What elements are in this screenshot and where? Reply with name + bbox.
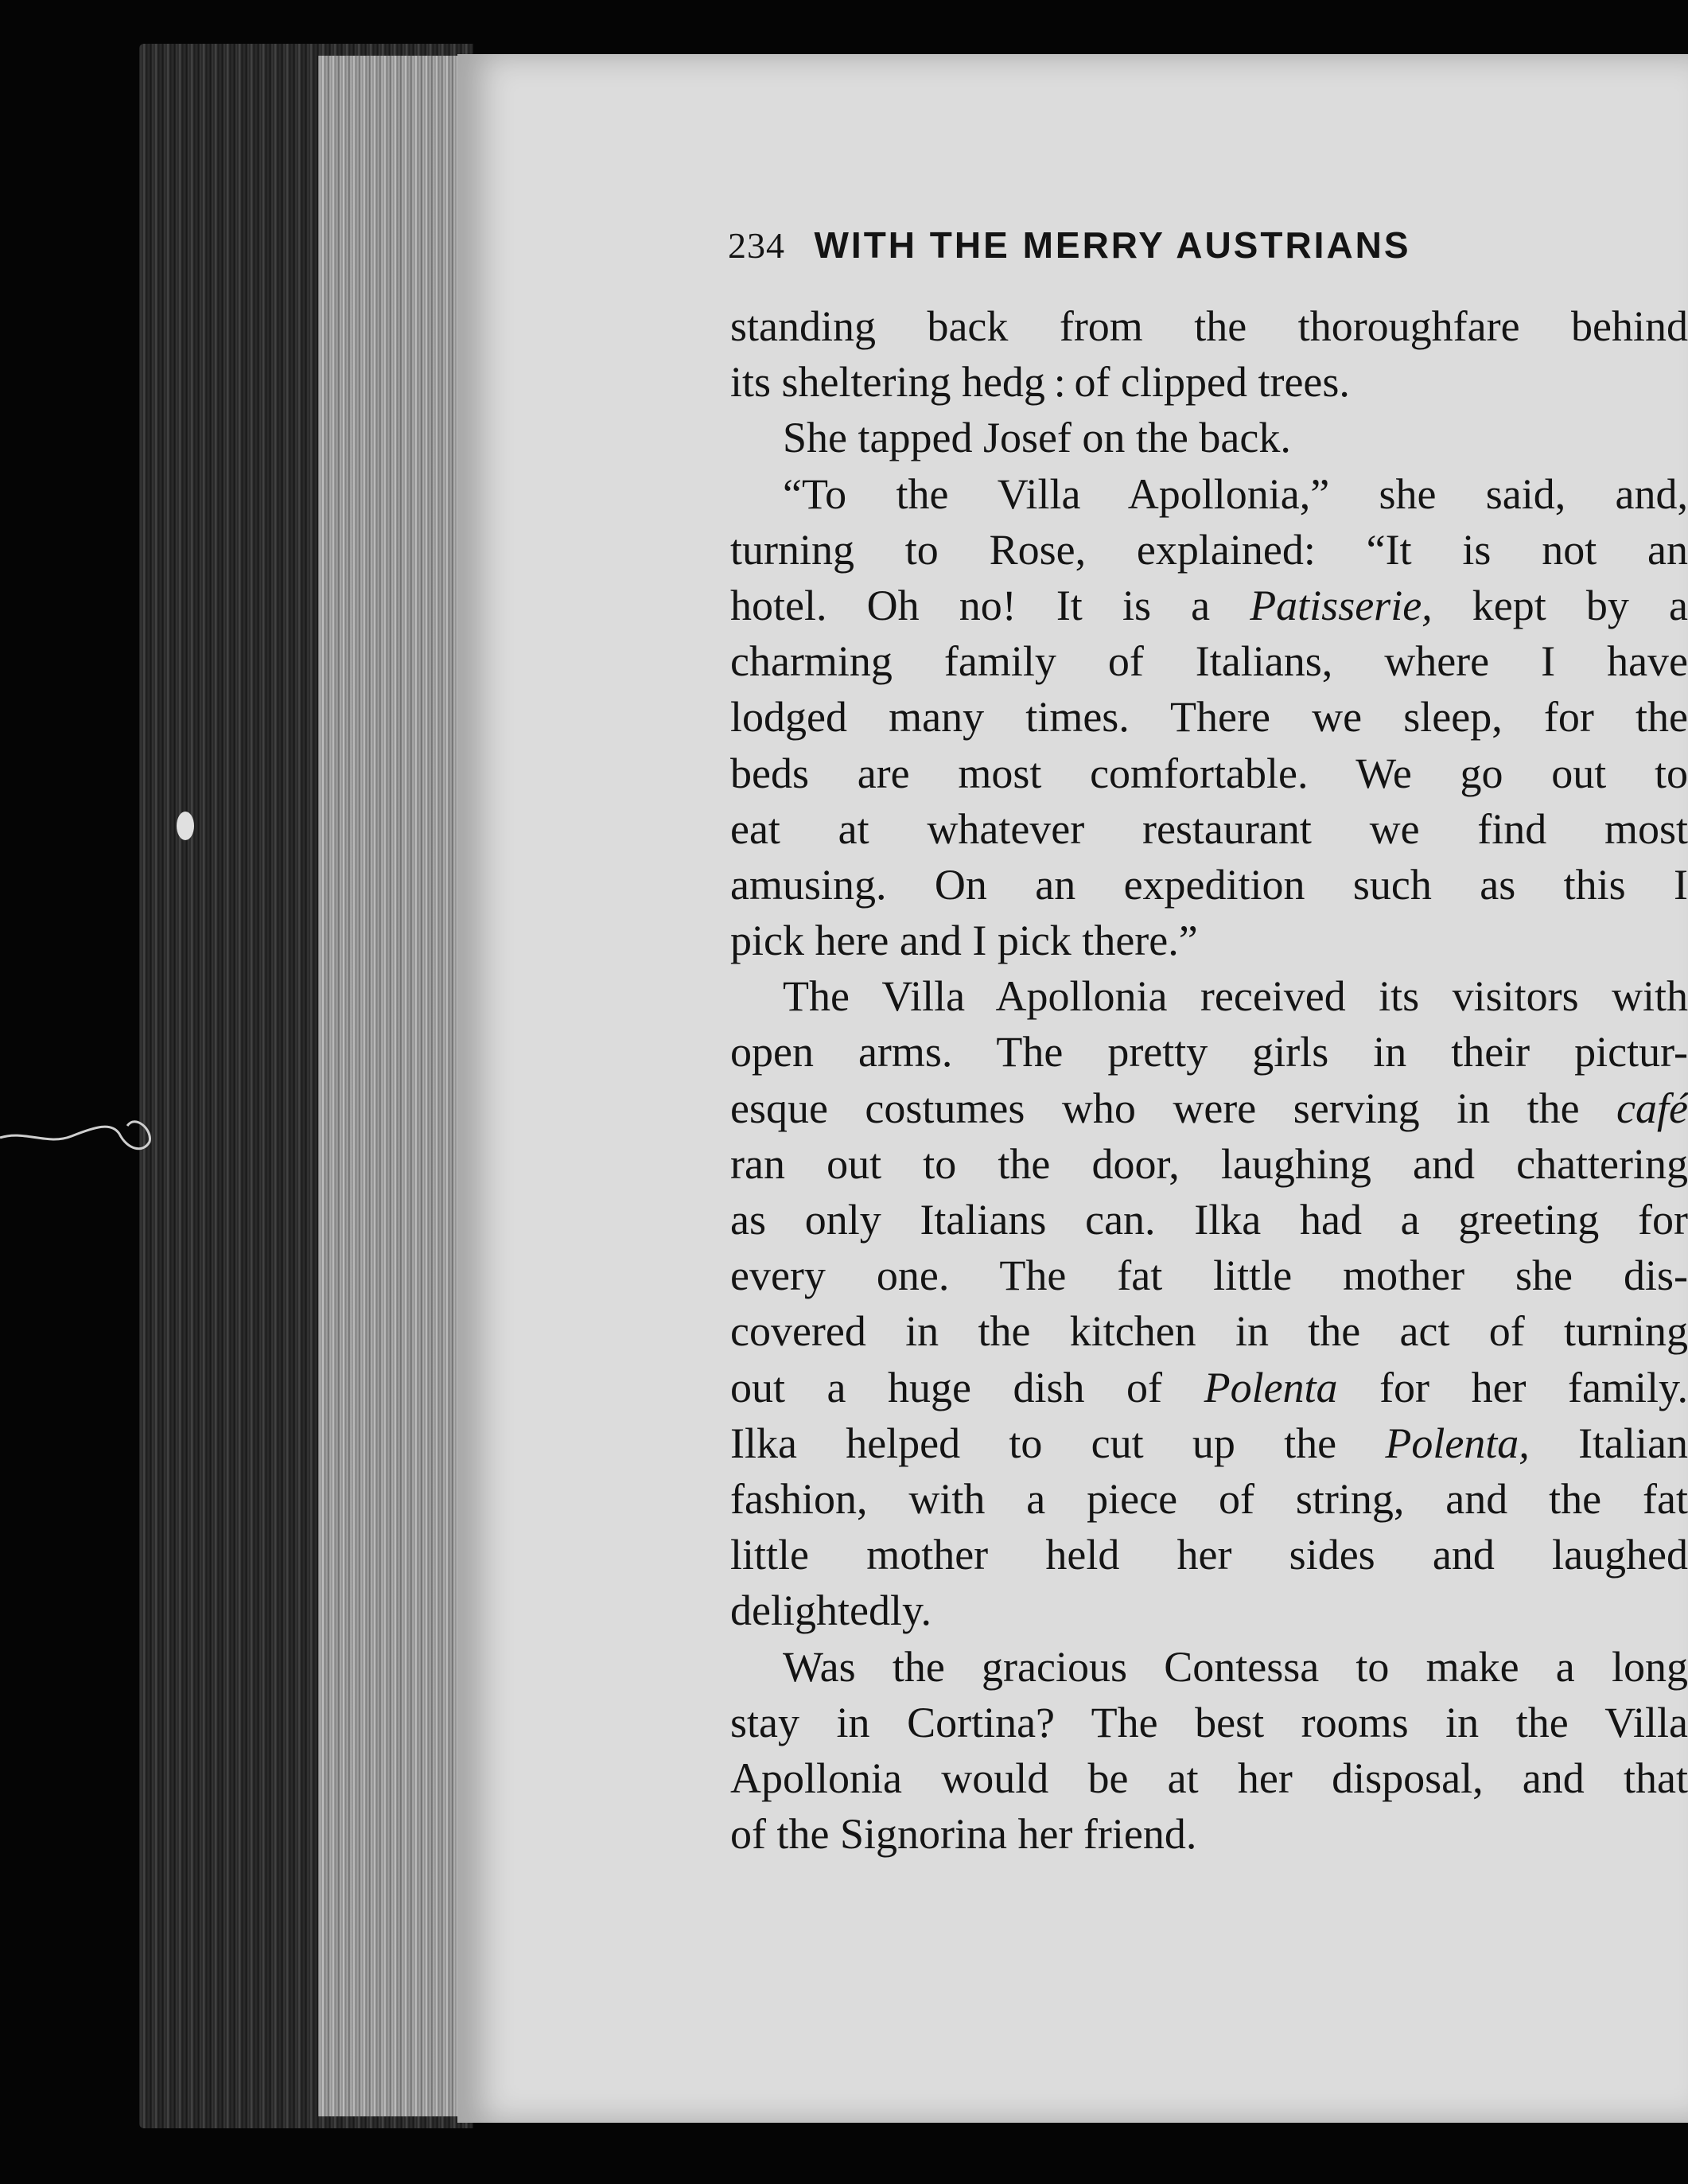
page-number: 234 [728, 225, 785, 266]
body-text [730, 298, 1688, 1862]
italic-word: café [1616, 1084, 1688, 1132]
text-line [730, 578, 1688, 633]
text-line: its sheltering hedg : of clipped trees. [730, 358, 1350, 407]
text-line: covered in the kitchen in the act of turning [730, 1307, 1688, 1356]
text-line [730, 1415, 1688, 1471]
line-text: Ilka helped to cut up the [730, 1419, 1386, 1467]
text-line: of the Signorina her friend. [730, 1810, 1197, 1859]
book-page-edges-highlight [318, 56, 473, 2116]
text-line: little mother held her sides and laughed [730, 1531, 1688, 1579]
line-text: kept by a [1432, 581, 1688, 629]
text-line: standing back from the thoroughfare behind [730, 302, 1688, 350]
text-line: as only Italians can. Ilka had a greeting for [730, 1196, 1688, 1244]
text-line: delightedly. [730, 1586, 932, 1635]
text-line: Was the gracious Contessa to make a long [783, 1642, 1688, 1691]
italic-word: Patisserie, [1250, 581, 1433, 629]
line-text: esque costumes who were serving in the [730, 1084, 1617, 1132]
line-text: hotel. Oh no! It is a [730, 581, 1250, 629]
italic-word: Polenta, [1385, 1419, 1530, 1467]
text-line: eat at whatever restaurant we find most [730, 804, 1688, 853]
text-line [730, 1080, 1688, 1136]
line-text: out a huge dish of [730, 1363, 1204, 1411]
text-line: amusing. On an expedition such as this I [730, 860, 1688, 909]
thread-bookmark-icon [0, 1106, 151, 1162]
running-head [728, 221, 1611, 267]
text-line: “To the Villa Apollonia,” she said, and, [783, 469, 1688, 518]
text-line: fashion, with a piece of string, and the fat [730, 1474, 1688, 1523]
text-line: ran out to the door, laughing and chattering [730, 1139, 1688, 1188]
text-line: She tapped Josef on the back. [783, 414, 1291, 462]
text-line: charming family of Italians, where I have [730, 637, 1688, 686]
text-line: every one. The fat little mother she dis- [730, 1252, 1688, 1300]
text-line: turning to Rose, explained: “It is not an [730, 525, 1688, 574]
italic-word: Polenta [1204, 1363, 1338, 1411]
text-line [730, 1360, 1688, 1415]
text-line: stay in Cortina? The best rooms in the Villa [730, 1698, 1688, 1746]
page-speck [177, 812, 194, 840]
text-line: The Villa Apollonia received its visitors with [783, 972, 1688, 1021]
text-line: lodged many times. There we sleep, for the [730, 693, 1688, 742]
running-head-title: WITH THE MERRY AUSTRIANS [814, 224, 1411, 266]
text-line: pick here and I pick there.” [730, 917, 1198, 965]
line-text: for her family. [1337, 1363, 1688, 1411]
line-text: Italian [1529, 1419, 1688, 1467]
text-line: Apollonia would be at her disposal, and that [730, 1754, 1688, 1802]
text-line: open arms. The pretty girls in their pictur- [730, 1028, 1688, 1076]
text-line: beds are most comfortable. We go out to [730, 749, 1688, 797]
